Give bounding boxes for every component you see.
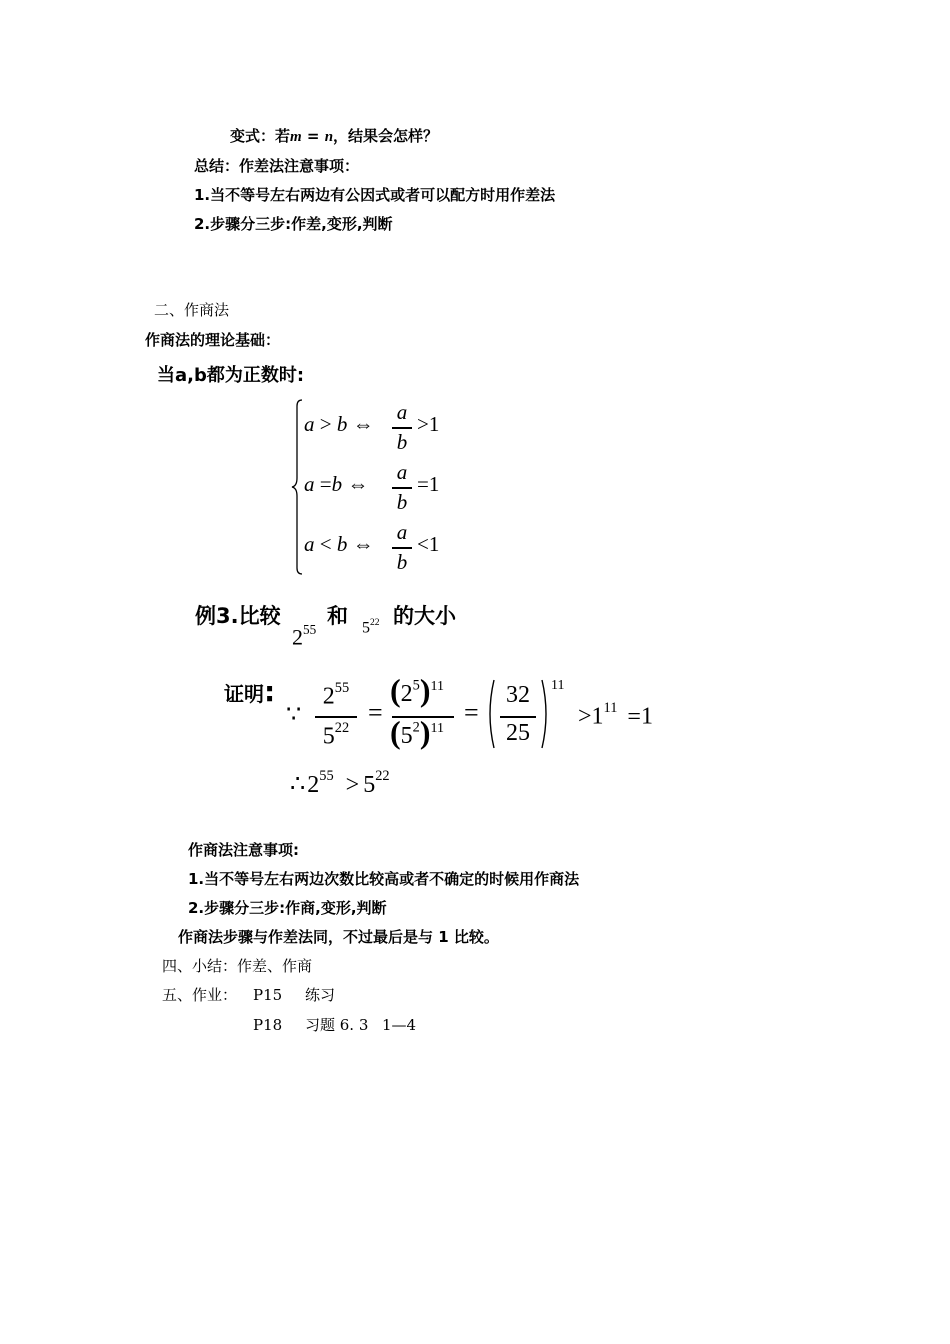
variant-suffix: ，结果会怎样？ bbox=[333, 127, 439, 145]
section4-summary: 四、小结：作差、作商 bbox=[162, 957, 313, 975]
section2-heading: 二、作商法 bbox=[154, 301, 230, 319]
example-title-suffix: 的大小 bbox=[393, 604, 456, 628]
example-base1: $2^{55}$ bbox=[292, 622, 317, 650]
because-symbol: ∵ bbox=[286, 702, 302, 728]
greater-than-one: $>1^{11} =1$ bbox=[578, 700, 653, 730]
variant-line bbox=[230, 126, 438, 147]
proof-label: 证明: bbox=[224, 675, 276, 708]
variant-prefix: 变式：若 bbox=[230, 127, 291, 145]
summary-title: 总结：作差法注意事项： bbox=[194, 157, 360, 175]
summary-item-1: 1.当不等号左右两边有公因式或者可以配方时用作差法 bbox=[194, 186, 556, 204]
example-title-prefix: 例3.比较 bbox=[195, 604, 281, 628]
basis-line: 作商法的理论基础： bbox=[145, 331, 281, 349]
equals-2: = bbox=[464, 698, 479, 727]
hw-p18: P18 bbox=[253, 1016, 283, 1034]
notes-item-2: 2.步骤分三步:作商,变形,判断 bbox=[188, 899, 387, 917]
variant-n: n bbox=[324, 129, 334, 145]
notes-title: 作商法注意事项: bbox=[188, 841, 299, 859]
condition-line: 当a,b都为正数时: bbox=[157, 365, 305, 386]
equals-1: = bbox=[368, 698, 383, 727]
variant-m: m bbox=[290, 129, 302, 145]
example-and: 和 bbox=[327, 604, 348, 628]
notes-item-1: 1.当不等号左右两边次数比较高或者不确定的时候用作商法 bbox=[188, 870, 580, 888]
hw-p15: P15 bbox=[253, 986, 283, 1004]
summary-item-2: 2.步骤分三步:作差,变形,判断 bbox=[194, 215, 393, 233]
variant-eq: = bbox=[301, 127, 325, 145]
example-base2: $5^{22}$ bbox=[362, 617, 380, 637]
notes-remark: 作商法步骤与作差法同，不过最后是与 1 比较。 bbox=[178, 928, 499, 946]
section5-label: 五、作业： bbox=[162, 986, 238, 1004]
hw-p15-text: 练习 bbox=[305, 986, 336, 1004]
hw-p18-text: 习题 6. 3 bbox=[305, 1016, 369, 1034]
hw-p18-range: 1—4 bbox=[382, 1016, 417, 1034]
conclusion: $\therefore 2^{55} > 5^{22}$ bbox=[290, 768, 390, 798]
